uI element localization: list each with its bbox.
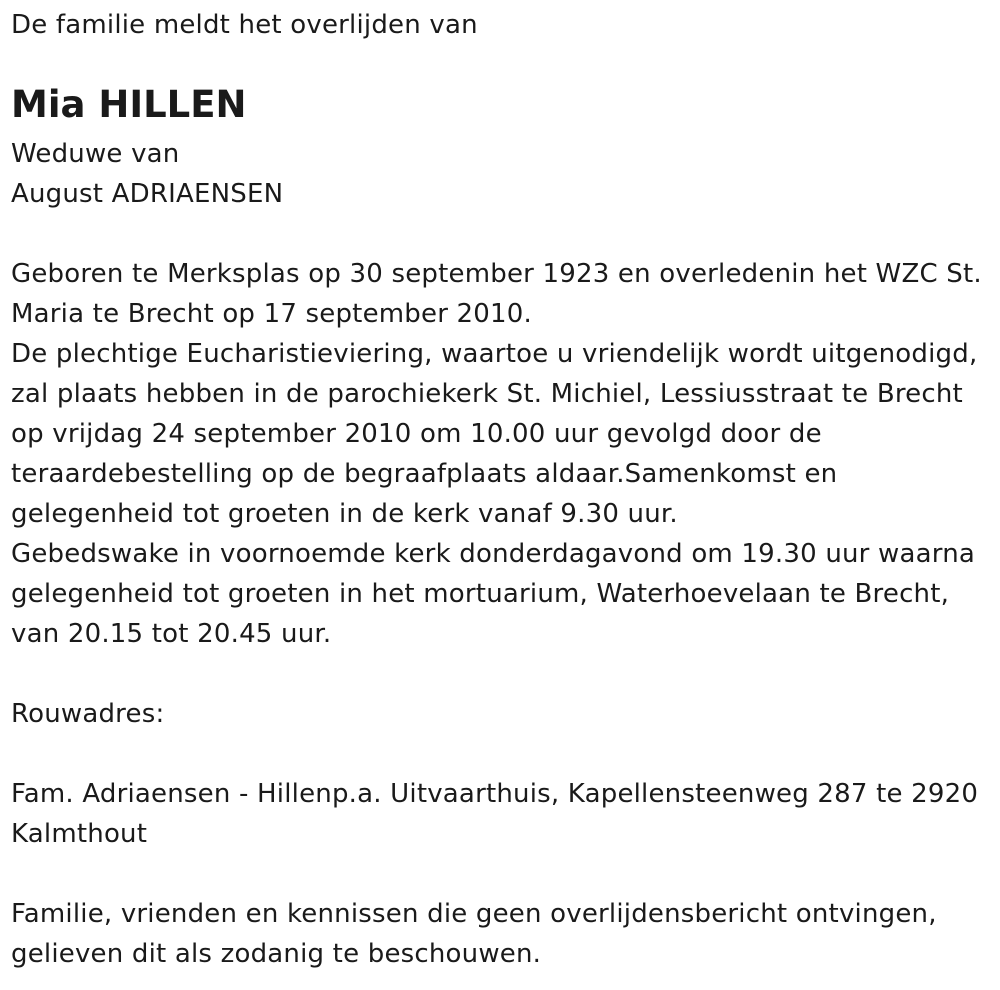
body-line: Maria te Brecht op 17 september 2010. <box>11 299 532 329</box>
address-line: Fam. Adriaensen - Hillenp.a. Uitvaarthuis, Kapellensteenweg 287 te 2920 <box>11 779 979 809</box>
body-line: gelegenheid tot groeten in het mortuarium, Waterhoevelaan te Brecht, <box>11 579 950 609</box>
spouse-name: August ADRIAENSEN <box>11 179 284 209</box>
intro-text: De familie meldt het overlijden van <box>11 10 478 40</box>
ceremony-details <box>11 254 982 654</box>
mourning-address <box>11 774 978 854</box>
address-label: Rouwadres: <box>11 699 165 729</box>
body-line: op vrijdag 24 september 2010 om 10.00 uur gevolgd door de <box>11 419 822 449</box>
deceased-name: Mia HILLEN <box>11 83 247 126</box>
body-line: teraardebestelling op de begraafplaats aldaar.Samenkomst en <box>11 459 838 489</box>
widow-line: Weduwe van <box>11 139 180 169</box>
body-line: De plechtige Eucharistieviering, waartoe u vriendelijk wordt uitgenodigd, <box>11 339 978 369</box>
body-line: gelegenheid tot groeten in de kerk vanaf 9.30 uur. <box>11 499 678 529</box>
body-line: van 20.15 tot 20.45 uur. <box>11 619 332 649</box>
widow-of-block <box>11 134 283 214</box>
address-line: Kalmthout <box>11 819 148 849</box>
body-line: Geboren te Merksplas op 30 september 1923 en overledenin het WZC St. <box>11 259 982 289</box>
body-line: Gebedswake in voornoemde kerk donderdagavond om 19.30 uur waarna <box>11 539 976 569</box>
body-line: zal plaats hebben in de parochiekerk St. Michiel, Lessiusstraat te Brecht <box>11 379 963 409</box>
closing-line: gelieven dit als zodanig te beschouwen. <box>11 939 542 969</box>
closing-note <box>11 894 937 974</box>
closing-line: Familie, vrienden en kennissen die geen overlijdensbericht ontvingen, <box>11 899 937 929</box>
